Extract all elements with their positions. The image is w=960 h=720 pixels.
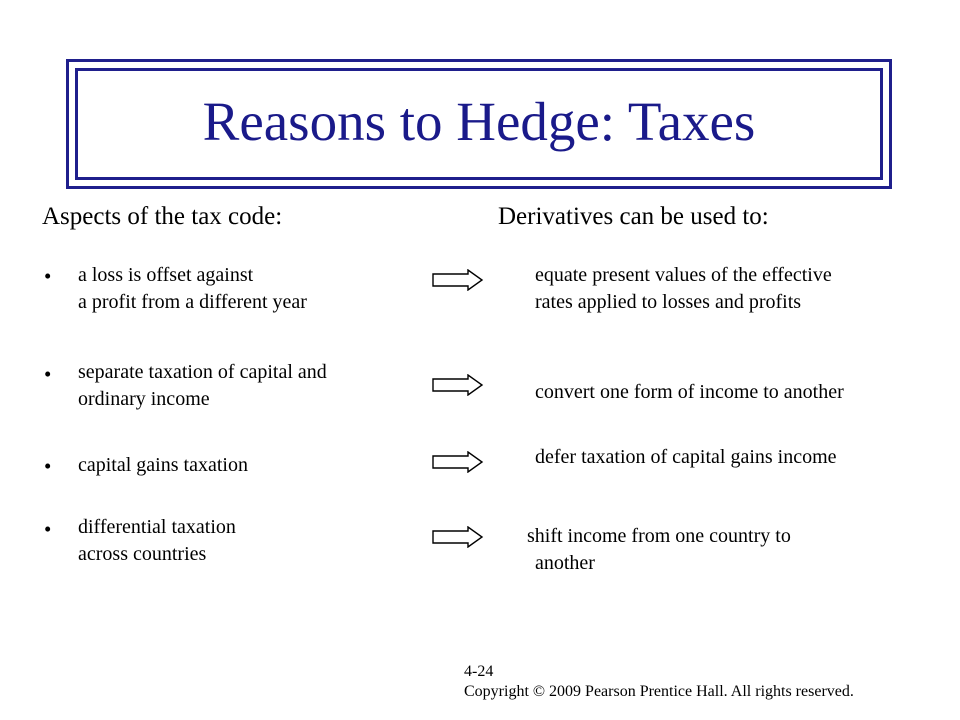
double-right-arrow-icon [432,451,484,473]
slide-title: Reasons to Hedge: Taxes [202,91,756,152]
bullet-glyph: • [44,517,52,541]
derivative-use-4-line-1: shift income from one country to [527,525,791,547]
derivative-use-1-line-1: equate present values of the effective [535,264,832,286]
double-right-arrow-icon [432,269,484,291]
derivative-use-1 [535,262,832,316]
derivative-use-1-line-2: rates applied to losses and profits [535,291,802,313]
tax-aspect-1 [78,262,307,316]
derivative-use-3: defer taxation of capital gains income [535,446,837,468]
copyright-notice: Copyright © 2009 Pearson Prentice Hall. All rights reserved. [464,683,854,700]
double-right-arrow-icon [432,374,484,396]
bullet-glyph: • [44,454,52,478]
tax-aspect-3: capital gains taxation [78,454,248,476]
title-box [66,59,892,189]
tax-aspect-2-line-1: separate taxation of capital and [78,361,327,383]
derivative-use-4-line-2: another [535,552,595,574]
bullet-glyph: • [44,362,52,386]
page-number: 4-24 [464,663,494,680]
tax-aspect-2 [78,359,327,413]
derivative-use-4 [527,523,791,577]
bullet-glyph: • [44,264,52,288]
tax-aspect-2-line-2: ordinary income [78,388,210,410]
left-column-heading: Aspects of the tax code: [42,203,283,230]
tax-aspect-1-line-2: a profit from a different year [78,291,307,313]
double-right-arrow-icon [432,526,484,548]
tax-aspect-4-line-1: differential taxation [78,516,236,538]
tax-aspect-4 [78,514,236,568]
tax-aspect-1-line-1: a loss is offset against [78,264,254,286]
right-column-heading: Derivatives can be used to: [498,203,769,230]
derivative-use-2: convert one form of income to another [535,381,844,403]
tax-aspect-4-line-2: across countries [78,543,207,565]
